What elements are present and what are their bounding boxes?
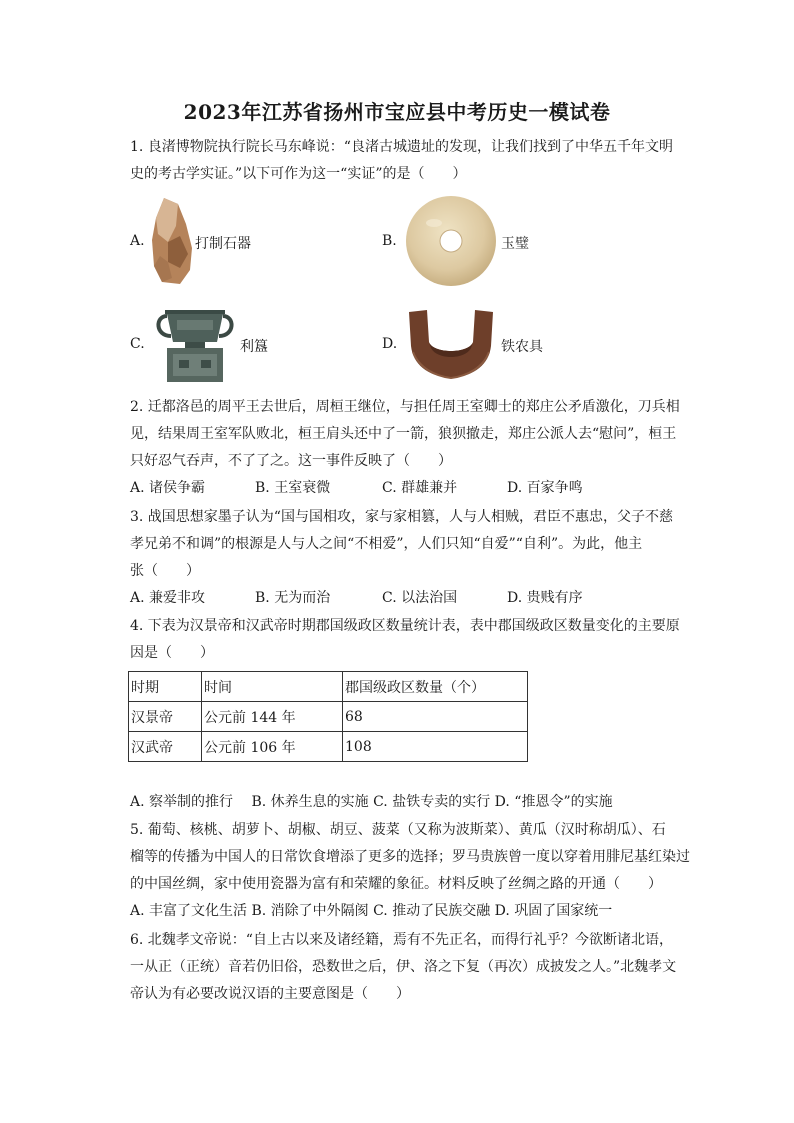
q6-text-line-2: 一从正（正统）音若仍旧俗，恐数世之后，伊、洛之下复（再次）成披发之人。”北魏孝文 [130,959,677,975]
stone-tool-image [150,196,194,286]
jade-bi-disc-image [404,195,498,287]
q5-options[interactable]: A. 丰富了文化生活 B. 消除了中外隔阂 C. 推动了民族交融 D. 巩固了国家统一 [130,903,613,919]
q3-text-line-3: 张（ ） [130,563,200,579]
q2-option-c[interactable]: C. 群雄兼并 [382,480,458,496]
q4-options[interactable]: A. 察举制的推行 B. 休养生息的实施 C. 盐铁专卖的实行 D. “推恩令”的实施 [130,794,613,810]
table-header-cell: 时期 [129,672,202,702]
exam-title: 2023年江苏省扬州市宝应县中考历史一模试卷 [183,100,611,124]
table-cell: 汉景帝 [129,702,202,732]
q4-text-line-2: 因是（ ） [130,645,214,661]
q2-option-b[interactable]: B. 王室衰微 [255,480,331,496]
q3-option-d[interactable]: D. 贵贱有序 [507,590,583,606]
table-row [129,702,528,732]
q5-text-line-1: 5. 葡萄、核桃、胡萝卜、胡椒、胡豆、菠菜（又称为波斯菜）、黄瓜（汉时称胡瓜）、石 [130,822,666,838]
q1-option-c-letter: C. [130,336,145,352]
q1-option-a-letter: A. [130,233,145,249]
table-header-cell: 郡国级政区数量（个） [343,672,528,702]
q2-option-d[interactable]: D. 百家争鸣 [507,480,583,496]
q1-option-b-label: 玉璧 [501,236,529,252]
q6-text-line-3: 帝认为有必要改说汉语的主要意图是（ ） [130,986,410,1002]
q2-option-a[interactable]: A. 诸侯争霸 [130,480,206,496]
q2-text-line-1: 2. 迁都洛邑的周平王去世后，周桓王继位，与担任周王室卿士的郑庄公矛盾激化，刀兵相 [130,399,680,415]
q3-option-c[interactable]: C. 以法治国 [382,590,458,606]
table-row [129,732,528,762]
q3-option-b[interactable]: B. 无为而治 [255,590,331,606]
q2-text-line-2: 见，结果周王室军队败北，桓王肩头还中了一箭，狼狈撤走，郑庄公派人去“慰问”，桓王 [130,426,677,442]
q1-option-a-label: 打制石器 [195,236,251,252]
q3-text-line-2: 孝兄弟不和调”的根源是人与人之间“不相爱”，人们只知“自爱”“自利”。为此，他主 [130,536,643,552]
q1-text-line-2: 史的考古学实证。”以下可作为这一“实证”的是（ ） [130,166,467,182]
table-cell: 汉武帝 [129,732,202,762]
q1-option-d-letter: D. [382,336,398,352]
table-cell: 108 [343,732,528,762]
q5-text-line-3: 的中国丝绸，家中使用瓷器为富有和荣耀的象征。材料反映了丝绸之路的开通（ ） [130,876,662,892]
q2-text-line-3: 只好忍气吞声，不了了之。这一事件反映了（ ） [130,453,452,469]
iron-farm-tool-image [405,302,497,384]
district-count-table [128,671,528,762]
q6-text-line-1: 6. 北魏孝文帝说：“自上古以来及诸经籍，焉有不先正名，而得行礼乎？今欲断诸北语， [130,932,673,948]
q1-option-c-label: 利簋 [240,339,268,355]
li-gui-bronze-vessel-image [153,302,237,384]
table-header-row [129,672,528,702]
q4-text-line-1: 4. 下表为汉景帝和汉武帝时期郡国级政区数量统计表，表中郡国级政区数量变化的主要原 [130,618,680,634]
q3-text-line-1: 3. 战国思想家墨子认为“国与国相攻，家与家相篡，人与人相贼，君臣不惠忠，父子不慈 [130,509,673,525]
q1-option-d-label: 铁农具 [501,339,543,355]
table-cell: 公元前 106 年 [202,732,343,762]
q1-option-b-letter: B. [382,233,397,249]
q5-text-line-2: 榴等的传播为中国人的日常饮食增添了更多的选择；罗马贵族曾一度以穿着用腓尼基红染过 [130,849,690,865]
table-cell: 68 [343,702,528,732]
table-cell: 公元前 144 年 [202,702,343,732]
q3-option-a[interactable]: A. 兼爱非攻 [130,590,206,606]
table-header-cell: 时间 [202,672,343,702]
q1-text-line-1: 1. 良渚博物院执行院长马东峰说：“良渚古城遗址的发现，让我们找到了中华五千年文明 [130,139,673,155]
